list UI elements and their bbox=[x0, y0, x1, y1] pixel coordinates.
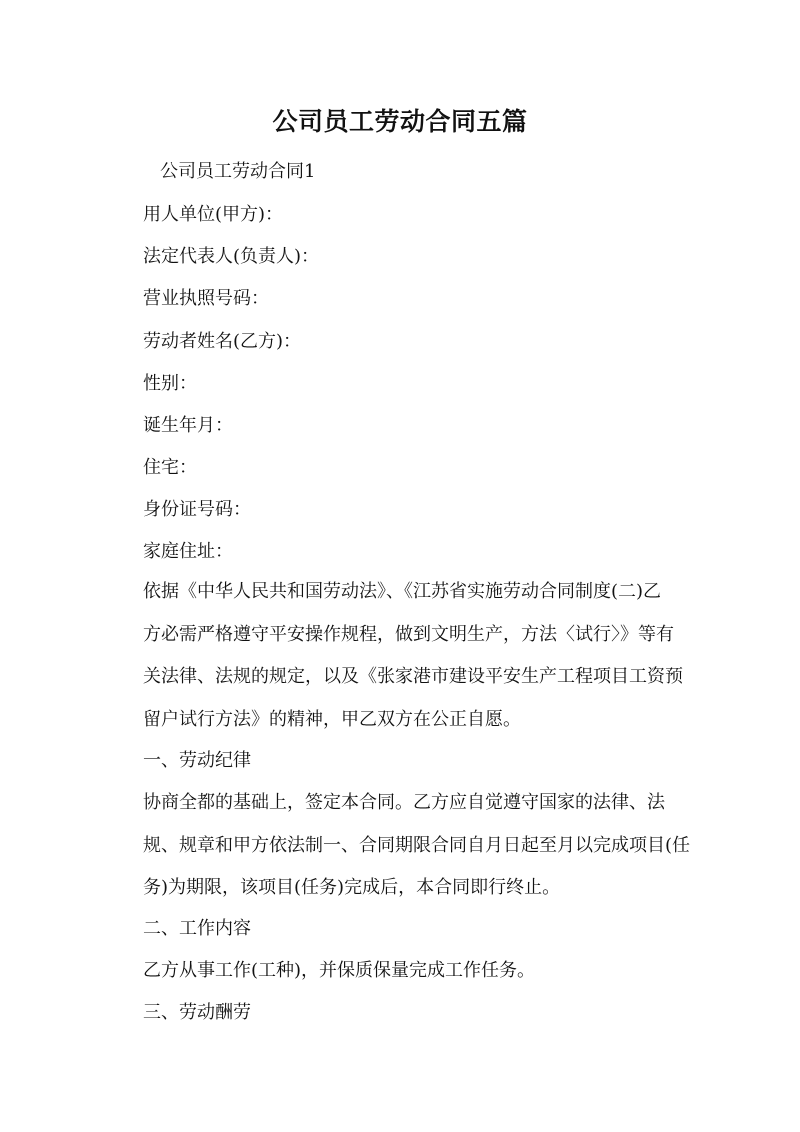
preamble-line: 依据《中华人民共和国劳动法》、《江苏省实施劳动合同制度(二)乙 bbox=[143, 581, 662, 602]
section-heading-labor-discipline: 一、劳动纪律 bbox=[143, 750, 251, 771]
field-employer: 用人单位(甲方)： bbox=[143, 204, 284, 225]
section-heading-work-content: 二、工作内容 bbox=[143, 918, 251, 939]
field-employee-name: 劳动者姓名(乙方)： bbox=[143, 331, 302, 352]
field-gender: 性别： bbox=[143, 373, 197, 394]
preamble-paragraph bbox=[143, 571, 683, 741]
document-title: 公司员工劳动合同五篇 bbox=[272, 107, 528, 136]
preamble-line: 方必需严格遵守平安操作规程，做到文明生产，方法〈试行〉》等有 bbox=[143, 623, 674, 645]
section2-paragraph: 乙方从事工作(工种)，并保质保量完成工作任务。 bbox=[143, 960, 536, 981]
section1-line: 规、规章和甲方依法制一、合同期限合同自月日起至月以完成项目(任 bbox=[143, 834, 691, 856]
field-birth: 诞生年月： bbox=[143, 415, 233, 436]
field-license: 营业执照号码： bbox=[143, 288, 269, 309]
field-residence: 住宅： bbox=[143, 457, 197, 478]
section-heading-labor-remuneration: 三、劳动酬劳 bbox=[143, 1002, 251, 1023]
preamble-line: 留户试行方法》的精神，甲乙双方在公正自愿。 bbox=[143, 708, 521, 730]
field-representative: 法定代表人(负责人)： bbox=[143, 246, 320, 267]
section1-line: 务)为期限，该项目(任务)完成后，本合同即行终止。 bbox=[143, 877, 561, 898]
section1-line: 协商全都的基础上，签定本合同。乙方应自觉遵守国家的法律、法 bbox=[143, 792, 665, 813]
field-home-address: 家庭住址： bbox=[143, 541, 233, 562]
field-id-number: 身份证号码： bbox=[143, 499, 251, 520]
contract-subtitle: 公司员工劳动合同1 bbox=[160, 161, 316, 182]
section1-paragraph bbox=[143, 782, 691, 910]
preamble-line: 关法律、法规的规定，以及《张家港市建设平安生产工程项目工资预 bbox=[143, 666, 683, 687]
